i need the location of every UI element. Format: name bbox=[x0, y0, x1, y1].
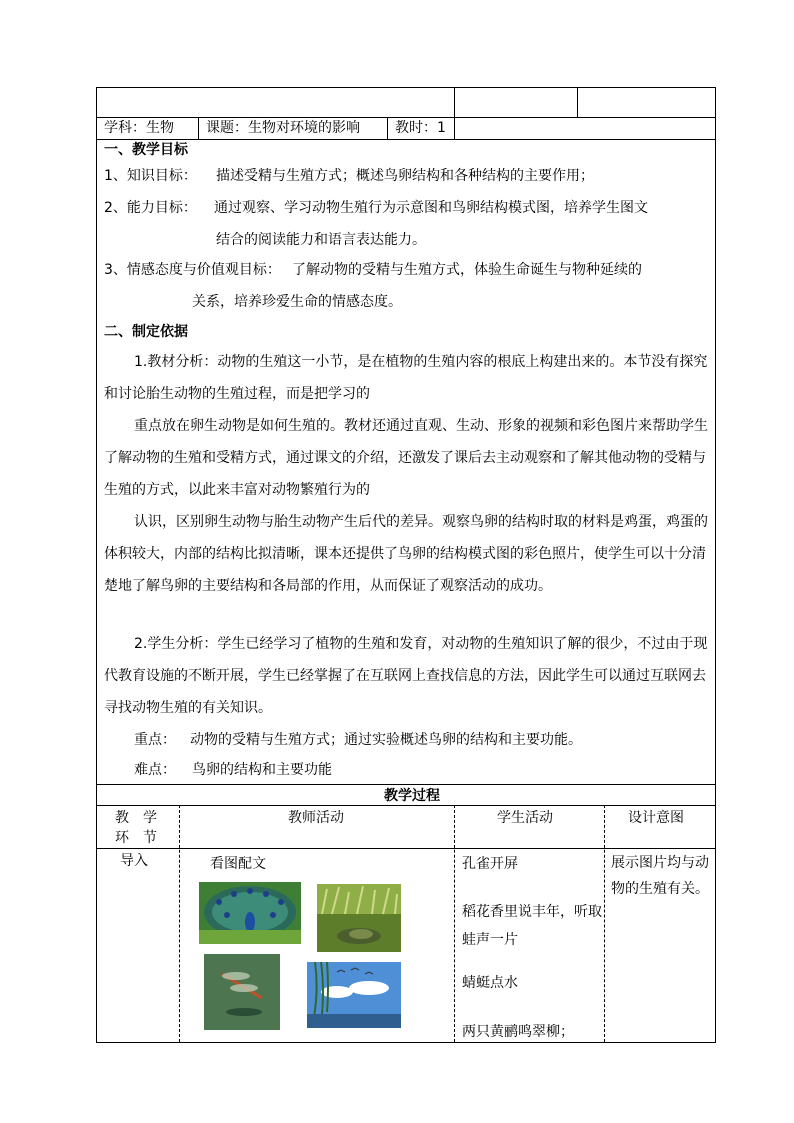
key-point-label: 重点： bbox=[134, 732, 176, 748]
table-col-divider bbox=[387, 117, 388, 139]
frog-rice-image bbox=[317, 884, 401, 952]
col-header-student: 学生活动 bbox=[497, 810, 553, 826]
table-row-divider bbox=[96, 139, 716, 140]
process-heading: 教学过程 bbox=[384, 788, 440, 804]
col-header-intent: 设计意图 bbox=[628, 810, 684, 826]
table-top-border bbox=[96, 87, 716, 88]
table-col-divider bbox=[198, 117, 199, 139]
textbook-analysis-paragraph-1: 1.教材分析：动物的生殖这一小节，是在植物的生殖内容的根底上构建出来的。本节没有探究和讨论胎生动物的生殖过程，而是把学习的 bbox=[104, 354, 708, 402]
stage-intro: 导入 bbox=[120, 853, 148, 869]
design-intent-text: 展示图片均与动物的生殖有关。 bbox=[611, 855, 709, 897]
student-analysis-paragraph: 2.学生分析：学生已经学习了植物的生殖和发育，对动物的生殖知识了解的很少，不过由于现代教育设施的不断开展，学生已经掌握了在互联网上查找信息的方法，因此学生可以通过互联网去寻找动物生殖的有关知识。 bbox=[104, 636, 708, 716]
table-row-divider bbox=[96, 784, 716, 785]
peacock-image bbox=[199, 882, 301, 944]
col-header-stage-2: 环 节 bbox=[115, 830, 157, 846]
col-header-teacher: 教师活动 bbox=[288, 810, 344, 826]
table-row-divider bbox=[96, 805, 716, 806]
periods-cell: 教时：1 bbox=[395, 120, 446, 136]
key-point-text: 动物的受精与生殖方式；通过实验概述鸟卵的结构和主要功能。 bbox=[190, 732, 582, 748]
table-row-divider bbox=[96, 117, 716, 118]
difficulty-text: 鸟卵的结构和主要功能 bbox=[192, 762, 332, 778]
ability-goal-line2: 结合的阅读能力和语言表达能力。 bbox=[216, 232, 426, 248]
student-activity-4: 两只黄鹂鸣翠柳； bbox=[462, 1024, 574, 1040]
difficulty-label: 难点： bbox=[134, 762, 176, 778]
table-col-divider bbox=[604, 805, 605, 1042]
knowledge-goal-text: 描述受精与生殖方式；概述鸟卵结构和各种结构的主要作用； bbox=[216, 168, 594, 184]
table-left-border bbox=[96, 87, 97, 1042]
dragonfly-image bbox=[204, 954, 280, 1030]
knowledge-goal-label: 1、知识目标： bbox=[104, 168, 197, 184]
table-col-divider bbox=[454, 87, 455, 139]
emotion-goal-label: 3、情感态度与价值观目标： bbox=[104, 262, 281, 278]
textbook-analysis-paragraph-3: 认识，区别卵生动物与胎生动物产生后代的差异。观察鸟卵的结构时取的材料是鸡蛋，鸡蛋的体积较大，内部的结构比拟清晰，课本还提供了鸟卵的结构模式图的彩色照片，使学生可以十分清楚地了解鸟卵的主要结构和各局部的作用，从而保证了观察活动的成功。 bbox=[104, 514, 708, 594]
table-col-divider bbox=[454, 805, 455, 1042]
goals-heading: 一、教学目标 bbox=[104, 142, 188, 158]
emotion-goal-line2: 关系，培养珍爱生命的情感态度。 bbox=[192, 294, 402, 310]
student-activity-3: 蜻蜓点水 bbox=[462, 975, 518, 991]
table-col-divider bbox=[179, 805, 180, 1042]
table-right-border bbox=[715, 87, 716, 1042]
subject-cell: 学科：生物 bbox=[104, 120, 174, 136]
textbook-analysis-paragraph-2: 重点放在卵生动物是如何生殖的。教材还通过直观、生动、形象的视频和彩色图片来帮助学生了解动物的生殖和受精方式，通过课文的介绍，还激发了课后去主动观察和了解其他动物的受精与生殖的方式，以此来丰富对动物繁殖行为的 bbox=[104, 418, 708, 498]
ability-goal-line1: 通过观察、学习动物生殖行为示意图和鸟卵结构模式图，培养学生图文 bbox=[214, 200, 648, 216]
topic-cell: 课题：生物对环境的影响 bbox=[206, 120, 360, 136]
col-header-stage-1: 教 学 bbox=[115, 810, 157, 826]
teacher-activity-text: 看图配文 bbox=[210, 856, 266, 872]
ability-goal-label: 2、能力目标： bbox=[104, 200, 197, 216]
orioles-willow-image bbox=[307, 962, 401, 1028]
table-col-divider bbox=[577, 87, 578, 117]
student-activity-1: 孔雀开屏 bbox=[462, 856, 518, 872]
student-activity-2: 稻花香里说丰年，听取蛙声一片 bbox=[462, 904, 602, 948]
table-bottom-border bbox=[96, 1042, 716, 1043]
emotion-goal-line1: 了解动物的受精与生殖方式，体验生命诞生与物种延续的 bbox=[292, 262, 642, 278]
table-row-divider bbox=[96, 848, 716, 849]
basis-heading: 二、制定依据 bbox=[104, 324, 188, 340]
